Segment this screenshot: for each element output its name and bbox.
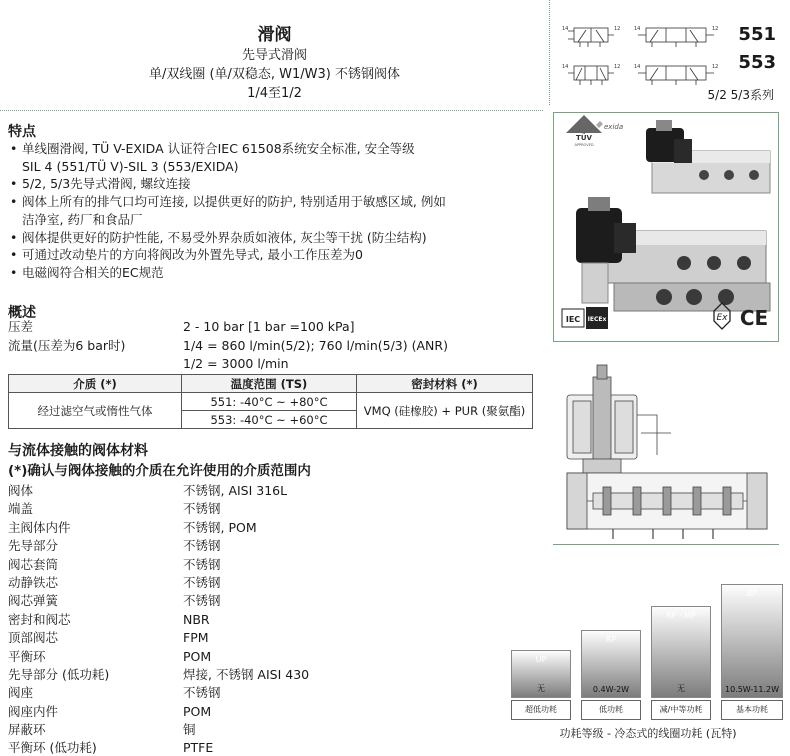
material-row — [8, 629, 548, 647]
ce-mark: CE — [739, 306, 769, 330]
svg-text:14: 14 — [562, 26, 569, 32]
valve-symbol-551-double — [632, 22, 722, 50]
material-row — [8, 721, 548, 739]
valve-front-image — [576, 197, 770, 311]
feature-line: 洁净室, 药厂和食品厂 — [22, 211, 143, 227]
material-part: 阀座 — [8, 685, 34, 701]
power-level-name: 超低功耗 — [511, 700, 571, 720]
feature-item — [8, 264, 540, 282]
table-header-row — [9, 375, 533, 393]
page-subtitle: 先导式滑阀 — [241, 48, 307, 63]
overview-value: 2 - 10 bar [1 bar =100 kPa] — [183, 319, 355, 334]
material-value: 不锈钢 — [183, 593, 221, 609]
overview-value: 1/4 = 860 l/min(5/2); 760 l/min(5/3) (ANR) — [183, 337, 448, 353]
material-value: 铜 — [183, 722, 196, 738]
svg-text:Ex: Ex — [716, 313, 728, 323]
material-row — [8, 611, 548, 629]
svg-text:12: 12 — [614, 64, 621, 70]
table-cell-temp: 553: -40°C ~ +60°C — [182, 411, 357, 429]
power-bar-code: BP — [746, 589, 758, 598]
feature-item — [8, 140, 540, 175]
model-number-553: 553 — [738, 52, 776, 73]
model-number-551: 551 — [738, 24, 776, 45]
power-level-name: 低功耗 — [581, 700, 641, 720]
power-bar-code: UP — [535, 655, 547, 664]
series-label: 5/2 5/3系列 — [707, 88, 774, 102]
svg-text:14: 14 — [634, 26, 641, 32]
feature-item — [8, 246, 540, 264]
header-divider-vertical — [549, 0, 550, 105]
table-cell-temp: 551: -40°C ~ +80°C — [182, 393, 357, 411]
power-chart-caption: 功耗等级 - 冷态式的线圈功耗 (瓦特) — [559, 727, 737, 740]
exida-logo — [596, 121, 623, 131]
overview-heading: 概述 — [8, 305, 36, 321]
overview-row — [8, 318, 548, 337]
material-part: 动静铁芯 — [8, 574, 59, 590]
feature-line: 阀体提供更好的防护性能, 不易受外界杂质如液体, 灰尘等干扰 (防尘结构) — [22, 229, 427, 245]
tuv-logo — [566, 115, 602, 147]
material-row — [8, 648, 548, 666]
iec-logo-text: IEC — [565, 315, 581, 324]
overview-value: 1/2 = 3000 l/min — [183, 356, 289, 372]
valve-symbol-551-single — [560, 22, 622, 50]
materials-note: (*)确认与阀体接触的介质在允许使用的介质范围内 — [8, 463, 311, 479]
material-part: 端盖 — [8, 501, 34, 517]
iecex-logo-text: IECEx — [587, 316, 607, 323]
feature-line: 5/2, 5/3先导式滑阀, 螺纹连接 — [22, 176, 191, 192]
material-value: 焊接, 不锈钢 AISI 430 — [183, 666, 310, 682]
material-value: 不锈钢 — [183, 556, 221, 572]
table-row — [9, 393, 533, 411]
table-header: 介质 (*) — [9, 375, 182, 393]
material-value: 不锈钢 — [183, 538, 221, 554]
power-level-name: 减/中等功耗 — [651, 700, 711, 720]
valve-symbol-553-double — [632, 60, 722, 88]
material-value: NBR — [183, 611, 210, 627]
overview-key: 流量(压差为6 bar时) — [8, 337, 126, 353]
svg-text:12: 12 — [712, 26, 719, 32]
table-cell-seal: VMQ (硅橡胶) + PUR (聚氨酯) — [357, 393, 533, 429]
material-row — [8, 482, 548, 500]
material-value: POM — [183, 648, 212, 664]
svg-text:14: 14 — [634, 64, 641, 70]
power-bar-value: 无 — [677, 684, 685, 693]
power-bar-value: 0.4W-2W — [592, 685, 630, 694]
material-value: 不锈钢, AISI 316L — [183, 483, 288, 498]
material-part: 密封和阀芯 — [8, 611, 71, 627]
material-row — [8, 592, 548, 610]
material-part: 先导部分 (低功耗) — [8, 666, 110, 682]
power-level-name: 基本功耗 — [721, 700, 783, 720]
power-bar-rp-mp — [651, 606, 711, 698]
material-value: FPM — [183, 630, 209, 646]
overview-row — [8, 355, 548, 374]
material-value: 不锈钢, POM — [183, 519, 257, 535]
feature-line: 可通过改动垫片的方向将阀改为外置先导式, 最小工作压差为0 — [22, 247, 363, 263]
features-list — [8, 140, 540, 282]
material-row — [8, 684, 548, 702]
iec-logo — [562, 309, 584, 327]
power-bar-code: RP — [605, 635, 617, 644]
svg-text:12: 12 — [712, 64, 719, 70]
material-value: 不锈钢 — [183, 685, 221, 701]
overview-key: 压差 — [8, 319, 34, 334]
iecex-logo — [586, 307, 608, 329]
material-part: 阀芯弹簧 — [8, 593, 59, 609]
cross-section-panel — [553, 355, 779, 545]
power-bar-value: 无 — [537, 684, 545, 693]
material-value: 不锈钢 — [183, 501, 221, 517]
feature-line: 阀体上所有的排气口均可连接, 以提供更好的防护, 特别适用于敏感区域, 例如 — [22, 194, 446, 210]
material-row — [8, 666, 548, 684]
material-part: 主阀体内件 — [8, 519, 71, 535]
tuv-logo-text: TÜV — [576, 134, 592, 142]
material-value: POM — [183, 703, 212, 719]
material-value: 不锈钢 — [183, 574, 221, 590]
material-row — [8, 574, 548, 592]
material-part: 平衡环 (低功耗) — [8, 740, 97, 756]
product-photo-panel — [553, 112, 779, 342]
page-title: 滑阀 — [257, 25, 292, 45]
material-row — [8, 556, 548, 574]
material-value: PTFE — [183, 740, 214, 756]
svg-text:12: 12 — [614, 26, 621, 32]
material-row — [8, 519, 548, 537]
feature-item — [8, 193, 540, 228]
product-photo — [554, 113, 779, 342]
table-header: 温度范围 (TS) — [182, 375, 357, 393]
feature-line: 电磁阀符合相关的EC规范 — [22, 264, 164, 280]
material-part: 阀芯套筒 — [8, 556, 59, 572]
materials-heading: 与流体接触的阀体材料 — [8, 443, 148, 459]
svg-text:14: 14 — [562, 64, 569, 70]
overview-row — [8, 337, 548, 356]
material-row — [8, 739, 548, 756]
valve-back-image — [646, 120, 770, 193]
size-range: 1/4至1/2 — [247, 86, 302, 101]
feature-item — [8, 229, 540, 247]
feature-line: 单线圈滑阀, TÜ V-EXIDA 认证符合IEC 61508系统安全标准, 安全等级 — [22, 141, 415, 156]
tuv-logo-subtext: APPROVED — [574, 143, 594, 147]
table-header: 密封材料 (*) — [357, 375, 533, 393]
table-cell-media: 经过滤空气或惰性气体 — [9, 393, 182, 429]
material-part: 先导部分 — [8, 538, 59, 554]
feature-item — [8, 175, 540, 193]
power-bar-up — [511, 650, 571, 698]
header-divider-horizontal — [0, 110, 543, 111]
valve-symbol-553-single — [560, 60, 622, 88]
material-row — [8, 500, 548, 518]
media-temperature-table — [8, 374, 533, 429]
valve-cross-section-drawing — [553, 355, 779, 545]
material-row — [8, 703, 548, 721]
material-part: 阀体 — [8, 483, 34, 498]
material-row — [8, 537, 548, 555]
material-part: 阀座内件 — [8, 703, 59, 719]
product-description: 单/双线圈 (单/双稳态, W1/W3) 不锈钢阀体 — [148, 67, 401, 82]
power-bar-rp — [581, 630, 641, 698]
features-heading: 特点 — [8, 124, 36, 140]
material-part: 屏蔽环 — [8, 722, 46, 738]
overview-table — [8, 318, 548, 374]
power-bar-value: 10.5W-11.2W — [724, 685, 779, 694]
power-bar-code: RP - MP — [665, 611, 697, 620]
feature-line: SIL 4 (551/TÜ V)-SIL 3 (553/EXIDA) — [22, 158, 239, 174]
power-bar-bp — [721, 584, 783, 698]
exida-logo-text: exida — [604, 123, 624, 131]
materials-list — [8, 482, 548, 756]
material-part: 平衡环 — [8, 648, 46, 664]
material-part: 顶部阀芯 — [8, 630, 59, 646]
